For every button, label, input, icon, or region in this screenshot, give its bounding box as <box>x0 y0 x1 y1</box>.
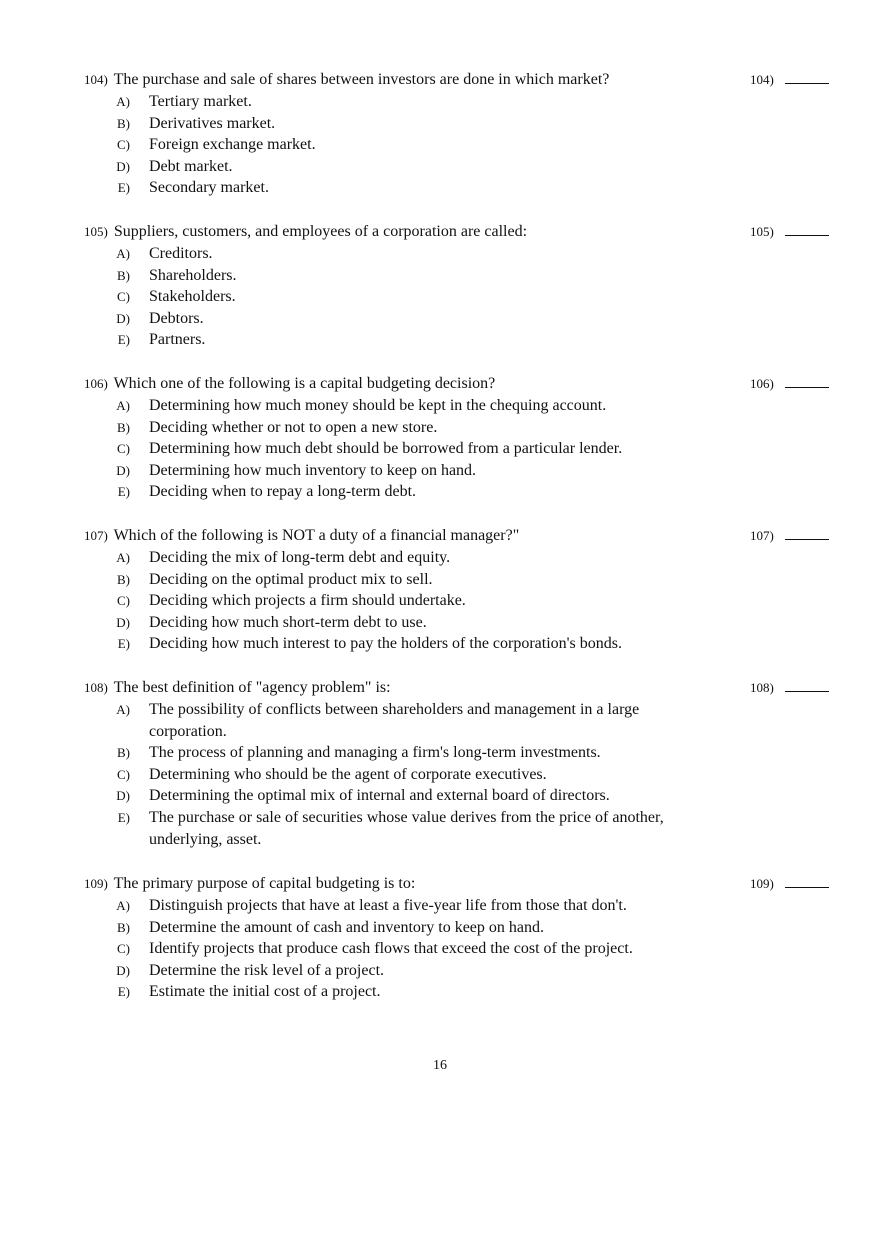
option-list <box>84 547 834 655</box>
option-text: Determining who should be the agent of corporate executives. <box>149 765 547 783</box>
option-text: Deciding the mix of long-term debt and equity. <box>149 549 451 566</box>
question-header <box>84 373 834 394</box>
question-header <box>84 873 834 894</box>
option-letter: A) <box>116 246 130 261</box>
option-d <box>84 612 834 634</box>
answer-slot[interactable] <box>750 221 774 242</box>
option-letter: A) <box>116 898 130 913</box>
option-a <box>84 699 834 742</box>
question-number: 108) <box>84 680 108 695</box>
question-text: Suppliers, customers, and employees of a corporation are called: <box>113 223 528 240</box>
answer-label: 106) <box>750 376 774 391</box>
option-list <box>84 895 834 1003</box>
option-text: Identify projects that produce cash flows that exceed the cost of the project. <box>149 940 633 958</box>
question-number: 109) <box>84 876 108 891</box>
option-d <box>84 960 834 982</box>
option-letter: A) <box>116 702 130 717</box>
option-text: Secondary market. <box>149 179 269 197</box>
option-text: Derivatives market. <box>149 114 276 132</box>
option-letter: D) <box>116 462 130 478</box>
option-letter: E) <box>117 809 130 825</box>
option-d <box>84 308 834 330</box>
option-b <box>84 742 834 764</box>
option-letter: A) <box>116 94 130 109</box>
option-letter: C) <box>117 593 130 609</box>
option-letter: A) <box>116 398 130 413</box>
option-e <box>84 329 834 351</box>
option-text: Deciding whether or not to open a new store. <box>149 418 438 436</box>
option-letter: E) <box>117 636 130 652</box>
answer-blank-line[interactable] <box>785 691 829 692</box>
option-list <box>84 395 834 503</box>
option-text: Deciding how much short-term debt to use. <box>149 613 427 631</box>
option-letter: B) <box>117 115 130 131</box>
option-a <box>84 395 834 417</box>
option-text: Debt market. <box>149 157 233 175</box>
option-b <box>84 265 834 287</box>
option-text: Foreign exchange market. <box>149 136 316 154</box>
question-109 <box>84 873 834 1003</box>
option-c <box>84 286 834 308</box>
answer-slot[interactable] <box>750 873 774 894</box>
option-text: Determine the risk level of a project. <box>149 961 385 979</box>
question-number: 104) <box>84 72 108 87</box>
question-header <box>84 221 834 242</box>
question-106 <box>84 373 834 503</box>
option-a <box>84 91 834 113</box>
option-letter: E) <box>117 332 130 348</box>
option-letter: D) <box>116 962 130 978</box>
answer-blank-line[interactable] <box>785 387 829 388</box>
answer-label: 108) <box>750 680 774 695</box>
option-letter: C) <box>117 941 130 957</box>
option-text: Stakeholders. <box>149 288 236 306</box>
question-header <box>84 525 834 546</box>
option-letter: D) <box>116 614 130 630</box>
option-letter: C) <box>117 137 130 153</box>
question-number: 107) <box>84 528 108 543</box>
option-list <box>84 91 834 199</box>
option-text: The purchase or sale of securities whose value derives from the price of another, underlying, asset. <box>149 808 664 848</box>
option-letter: D) <box>116 310 130 326</box>
option-text: Deciding which projects a firm should undertake. <box>149 592 466 610</box>
answer-blank-line[interactable] <box>785 83 829 84</box>
option-text: Deciding on the optimal product mix to sell. <box>149 570 433 588</box>
option-letter: C) <box>117 441 130 457</box>
answer-blank-line[interactable] <box>785 235 829 236</box>
option-c <box>84 134 834 156</box>
option-text: Estimate the initial cost of a project. <box>149 983 381 1001</box>
answer-slot[interactable] <box>750 373 774 394</box>
option-text: Tertiary market. <box>149 93 252 110</box>
option-text: Determining how much debt should be borrowed from a particular lender. <box>149 440 623 458</box>
option-e <box>84 633 834 655</box>
option-text: Partners. <box>149 331 206 349</box>
answer-label: 109) <box>750 876 774 891</box>
question-text: The purchase and sale of shares between investors are done in which market? <box>113 71 610 88</box>
question-header <box>84 69 834 90</box>
answer-label: 107) <box>750 528 774 543</box>
option-d <box>84 156 834 178</box>
option-c <box>84 438 834 460</box>
answer-blank-line[interactable] <box>785 539 829 540</box>
question-105 <box>84 221 834 351</box>
option-text: Debtors. <box>149 309 204 327</box>
option-text: Distinguish projects that have at least a five-year life from those that don't. <box>149 897 627 914</box>
option-e <box>84 807 834 850</box>
question-header <box>84 677 834 698</box>
option-text: Deciding how much interest to pay the holders of the corporation's bonds. <box>149 635 622 653</box>
option-letter: B) <box>117 571 130 587</box>
answer-label: 105) <box>750 224 774 239</box>
option-e <box>84 981 834 1003</box>
answer-slot[interactable] <box>750 677 774 698</box>
page-number: 16 <box>433 1058 447 1073</box>
option-letter: E) <box>117 484 130 500</box>
option-e <box>84 177 834 199</box>
question-104 <box>84 69 834 199</box>
option-letter: D) <box>116 158 130 174</box>
option-letter: A) <box>116 550 130 565</box>
option-letter: E) <box>117 984 130 1000</box>
option-a <box>84 895 834 917</box>
option-d <box>84 785 834 807</box>
option-c <box>84 938 834 960</box>
answer-label: 104) <box>750 72 774 87</box>
option-b <box>84 917 834 939</box>
option-text: Determine the amount of cash and inventory to keep on hand. <box>149 918 544 936</box>
option-a <box>84 243 834 265</box>
question-107 <box>84 525 834 655</box>
question-text: The primary purpose of capital budgeting is to: <box>113 875 416 892</box>
answer-slot[interactable] <box>750 525 774 546</box>
option-letter: B) <box>117 919 130 935</box>
option-b <box>84 113 834 135</box>
option-letter: B) <box>117 419 130 435</box>
question-number: 106) <box>84 376 108 391</box>
option-c <box>84 764 834 786</box>
question-number: 105) <box>84 224 108 239</box>
question-text: The best definition of "agency problem" is: <box>113 679 391 696</box>
option-text: Deciding when to repay a long-term debt. <box>149 483 417 501</box>
option-b <box>84 417 834 439</box>
option-d <box>84 460 834 482</box>
option-text: Determining how much inventory to keep on hand. <box>149 461 477 479</box>
option-text: Determining how much money should be kept in the chequing account. <box>149 397 607 414</box>
option-list <box>84 699 834 850</box>
option-text: The possibility of conflicts between shareholders and management in a large corporation. <box>149 701 640 740</box>
option-letter: E) <box>117 180 130 196</box>
option-e <box>84 481 834 503</box>
option-list <box>84 243 834 351</box>
option-a <box>84 547 834 569</box>
question-text: Which of the following is NOT a duty of a financial manager?" <box>113 527 520 544</box>
option-letter: C) <box>117 766 130 782</box>
option-c <box>84 590 834 612</box>
option-text: The process of planning and managing a firm's long-term investments. <box>149 744 601 762</box>
option-text: Creditors. <box>149 245 213 262</box>
option-letter: D) <box>116 788 130 804</box>
option-letter: B) <box>117 267 130 283</box>
question-text: Which one of the following is a capital budgeting decision? <box>113 375 496 392</box>
answer-blank-line[interactable] <box>785 887 829 888</box>
question-108 <box>84 677 834 850</box>
option-letter: B) <box>117 745 130 761</box>
option-text: Shareholders. <box>149 266 237 284</box>
option-letter: C) <box>117 289 130 305</box>
answer-slot[interactable] <box>750 69 774 90</box>
option-b <box>84 569 834 591</box>
option-text: Determining the optimal mix of internal and external board of directors. <box>149 787 610 805</box>
